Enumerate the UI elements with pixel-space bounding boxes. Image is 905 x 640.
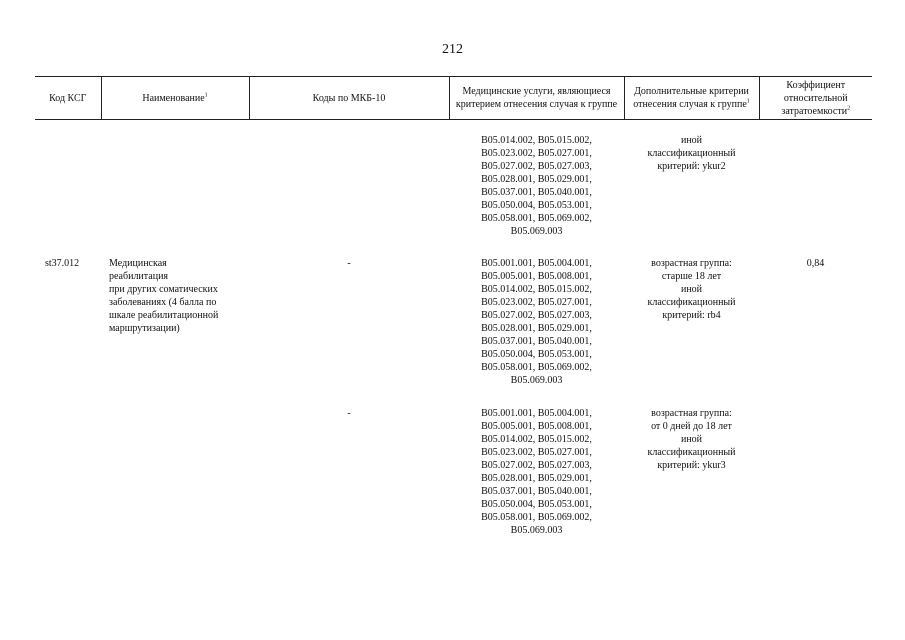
footnote-mark: 2 xyxy=(847,105,851,112)
cell-coefficient xyxy=(759,407,872,557)
cell-name: Медицинская реабилитация при других соматических заболеваниях (4 балла по шкале реабилитационной маршрутизации) xyxy=(109,258,219,334)
cell-code xyxy=(35,407,101,557)
cell-mkb-codes: - xyxy=(347,258,351,269)
table-row xyxy=(35,120,872,258)
cell-medical-services: B05.001.001, B05.004.001, B05.005.001, B05.008.001, B05.014.002, B05.015.002, B05.023.002, B05.027.001, B05.027.002, B05.027.003, B05.028.001, B05.029.001, B05.037.001, B05.040.001, B05.050.004, B05.053.001, B05.058.001, B05.069.002, B05.069.003 xyxy=(481,408,592,536)
cell-medical-services: B05.001.001, B05.004.001, B05.005.001, B05.008.001, B05.014.002, B05.015.002, B05.023.002, B05.027.001, B05.027.002, B05.027.003, B05.028.001, B05.029.001, B05.037.001, B05.040.001, B05.050.004, B05.053.001, B05.058.001, B05.069.002, B05.069.003 xyxy=(481,258,592,386)
header-code: Код КСГ xyxy=(35,77,101,120)
table-row xyxy=(35,257,872,407)
cell-coefficient: 0,84 xyxy=(806,258,825,269)
cell-extra-criteria: иной классификационный критерий: ykur2 xyxy=(647,135,736,172)
cell-extra-criteria: возрастная группа: старше 18 лет иной классификационный критерий: rb4 xyxy=(647,258,736,321)
table-header-row xyxy=(35,77,872,120)
header-extra-criteria: Дополнительные критерии отнесения случая к группе$^1$ xyxy=(624,77,759,120)
cell-code: st37.012 xyxy=(45,258,80,269)
cell-mkb-codes: - xyxy=(347,408,351,419)
cell-medical-services: B05.014.002, B05.015.002, B05.023.002, B05.027.001, B05.027.002, B05.027.003, B05.028.001, B05.029.001, B05.037.001, B05.040.001, B05.050.004, B05.053.001, B05.058.001, B05.069.002, B05.069.003 xyxy=(481,135,592,237)
footnote-mark: 1 xyxy=(746,98,750,105)
cell-mkb-codes xyxy=(249,120,449,258)
header-mkb-codes: Коды по МКБ-10 xyxy=(249,77,449,120)
cell-name xyxy=(101,120,249,258)
footnote-mark: 1 xyxy=(204,92,208,99)
cell-extra-criteria: возрастная группа: от 0 дней до 18 лет иной классификационный критерий: ykur3 xyxy=(647,408,736,471)
table-row xyxy=(35,407,872,557)
cell-coefficient xyxy=(759,120,872,258)
cell-code xyxy=(35,120,101,258)
header-coefficient: Коэффициент относительной затратоемкости$^2$ xyxy=(759,77,872,120)
cell-name xyxy=(101,407,249,557)
page-number: 212 xyxy=(442,42,463,57)
header-name: Наименование$^1$ xyxy=(101,77,249,120)
header-medical-services: Медицинские услуги, являющиеся критерием отнесения случая к группе xyxy=(449,77,624,120)
ksg-table xyxy=(35,76,872,557)
